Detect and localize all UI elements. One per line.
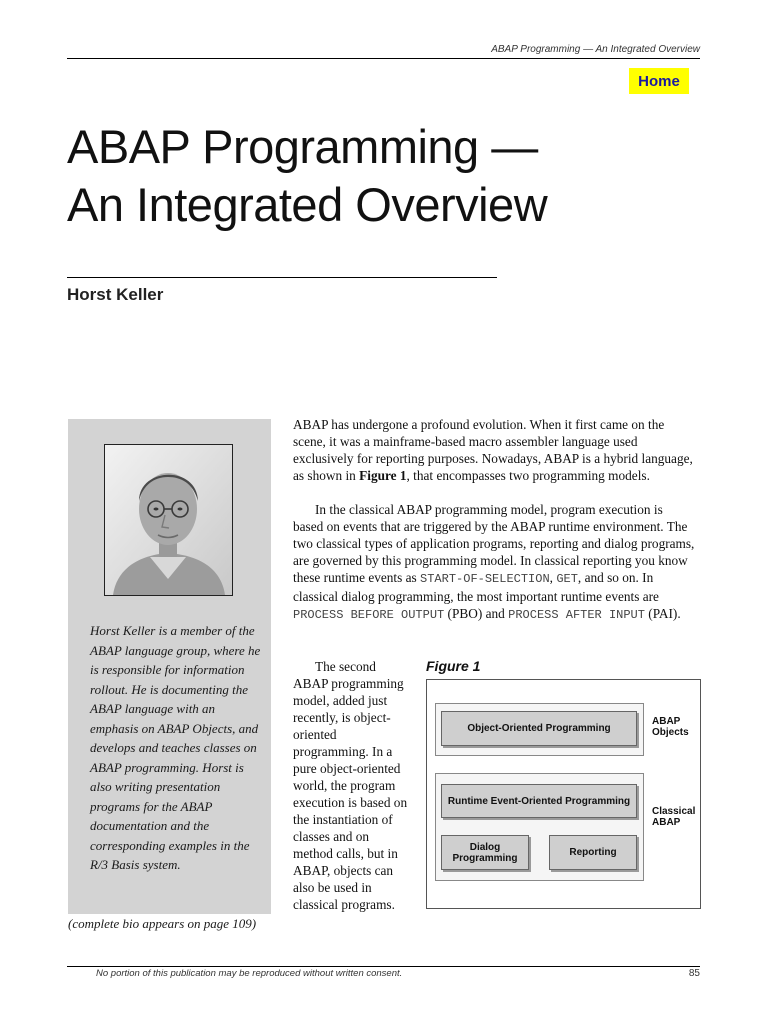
footer-rule (67, 966, 700, 967)
code-process-before-output: PROCESS BEFORE OUTPUT (293, 608, 445, 622)
paragraph-2 (293, 501, 695, 624)
code-start-of-selection: START-OF-SELECTION (420, 572, 550, 586)
figure-label: Figure 1 (426, 658, 481, 674)
paragraph-2-text-a: In the classical ABAP programming model, program execution is based on events that are triggered by the ABAP runtime environment. The two classical types of application programs, reporting and dialog programs, are governed by this programming model. In classical reporting you know these runtime events as (293, 502, 695, 585)
author-portrait-image (105, 445, 232, 595)
author-photo (104, 444, 233, 596)
page-number: 85 (688, 968, 700, 979)
figure-label-classical-abap: Classical ABAP (652, 806, 696, 828)
title-line-1: ABAP Programming — (67, 120, 538, 173)
figure-box-oop: Object-Oriented Programming (441, 711, 637, 746)
bio-note: (complete bio appears on page 109) (68, 916, 257, 931)
article-title (67, 118, 707, 234)
paragraph-1 (293, 416, 695, 484)
figure-label-abap-objects: ABAP Objects (652, 716, 689, 738)
header-rule (67, 58, 700, 59)
paragraph-1-text-b: , that encompasses two programming models. (406, 468, 650, 483)
title-line-2: An Integrated Overview (67, 178, 548, 231)
code-process-after-input: PROCESS AFTER INPUT (508, 608, 645, 622)
paragraph-2-text-d: (PAI). (644, 606, 681, 621)
paragraph-3-text: The second ABAP programming model, added just recently, is object-oriented programming. In a pure object-oriented world, the program execution is based on the instantiation of classes and on method calls, but in ABAP, objects can also be used in classical programs. (293, 659, 408, 912)
home-button[interactable]: Home (629, 68, 689, 94)
paragraph-1-text-a: ABAP has undergone a profound evolution. When it first came on the scene, it was a mainframe-based macro assembler language used exclusively for reporting purposes. Nowadays, ABAP is a hybrid language, as shown in (293, 417, 693, 483)
paragraph-2-text-b: , and so on. In classical dialog programming, the most important runtime events are (293, 570, 659, 604)
paragraph-2-text-c: (PBO) and (444, 606, 509, 621)
figure-box-event-oriented: Runtime Event-Oriented Programming (441, 784, 637, 818)
author-rule (67, 277, 497, 278)
author-name: Horst Keller (67, 285, 164, 304)
code-get: GET (556, 572, 578, 586)
paragraph-3 (293, 658, 411, 913)
figure-box-dialog: Dialog Programming (441, 835, 529, 870)
figure-box-reporting: Reporting (549, 835, 637, 870)
copyright-note: No portion of this publication may be reproduced without written consent. (96, 968, 403, 979)
paragraph-2-separator: , (549, 570, 557, 585)
running-header: ABAP Programming — An Integrated Overview (491, 44, 700, 55)
figure-reference: Figure 1 (359, 468, 407, 483)
author-bio: Horst Keller is a member of the ABAP language group, where he is responsible for information rollout. He is documenting the ABAP language with an emphasis on ABAP Objects, and develops and teaches classes on ABAP programming. Horst is also writing presentation programs for the ABAP documentation and the corresponding examples in the R/3 Basis system. (90, 623, 261, 872)
